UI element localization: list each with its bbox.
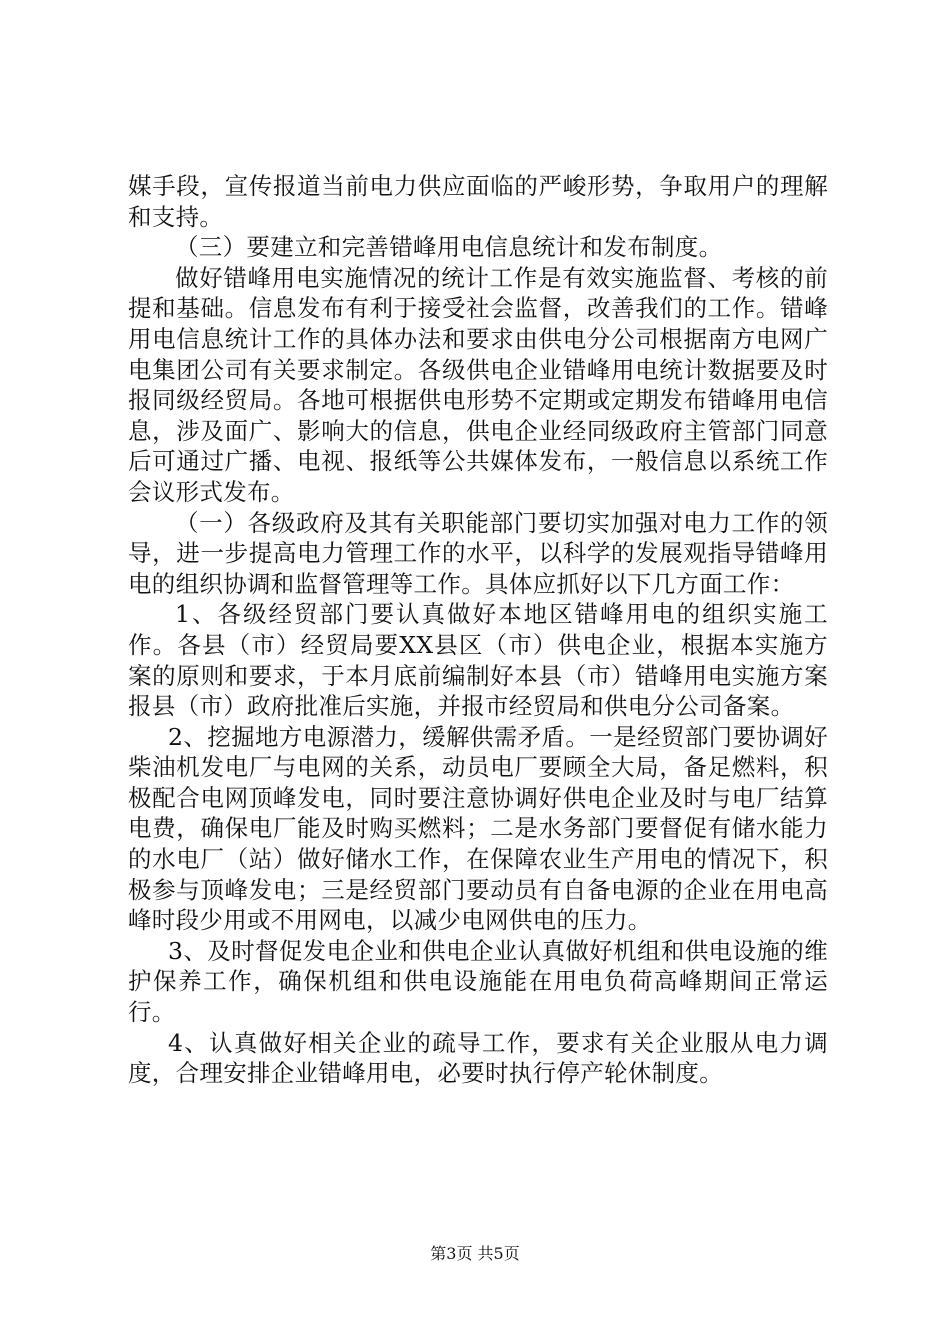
section-heading-three: （三）要建立和完善错峰用电信息统计和发布制度。 xyxy=(175,233,723,262)
list-item-4: 4、认真做好相关企业的疏导工作，要求有关企业服从电力调度，合理安排企业错峰用电，必要时执行停产轮休制度。 xyxy=(128,1028,828,1088)
section-heading-one: （一）各级政府及其有关职能部门要切实加强对电力工作的领导，进一步提高电力管理工作的水平，以科学的发展观指导错峰用电的组织协调和监督管理等工作。具体应抓好以下几方面工作： xyxy=(128,508,828,598)
paragraph-statistics: 做好错峰用电实施情况的统计工作是有效实施监督、考核的前提和基础。信息发布有利于接受社会监督，改善我们的工作。错峰用电信息统计工作的具体办法和要求由供电分公司根据南方电网广电集团公司有关要求制定。各级供电企业错峰用电统计数据要及时报同级经贸局。各地可根据供电形势不定期或定期发布错峰用电信息，涉及面广、影响大的信息，供电企业经同级政府主管部门同意后可通过广播、电视、报纸等公共媒体发布，一般信息以系统工作会议形式发布。 xyxy=(128,263,828,506)
document-body xyxy=(128,171,828,1089)
list-item-3: 3、及时督促发电企业和供电企业认真做好机组和供电设施的维护保养工作，确保机组和供电设施能在用电负荷高峰期间正常运行。 xyxy=(128,936,828,1027)
paragraph-continuation: 媒手段，宣传报道当前电力供应面临的严峻形势，争取用户的理解和支持。 xyxy=(128,172,828,231)
list-item-2: 2、挖掘地方电源潜力，缓解供需矛盾。一是经贸部门要协调好柴油机发电厂与电网的关系，动员电厂要顾全大局，备足燃料，积极配合电网顶峰发电，同时要注意协调好供电企业及时与电厂结算电费，确保电厂能及时购买燃料；二是水务部门要督促有储水能力的水电厂（站）做好储水工作，在保障农业生产用电的情况下，积极参与顶峰发电；三是经贸部门要动员有自备电源的企业在用电高峰时段少用或不用网电，以减少电网供电的压力。 xyxy=(128,722,828,935)
list-item-1: 1、各级经贸部门要认真做好本地区错峰用电的组织实施工作。各县（市）经贸局要XX县区（市）供电企业，根据本实施方案的原则和要求，于本月底前编制好本县（市）错峰用电实施方案报县（市）政府批准后实施，并报市经贸局和供电分公司备案。 xyxy=(128,600,828,721)
page-number-footer: 第3页 共5页 xyxy=(430,1244,520,1263)
